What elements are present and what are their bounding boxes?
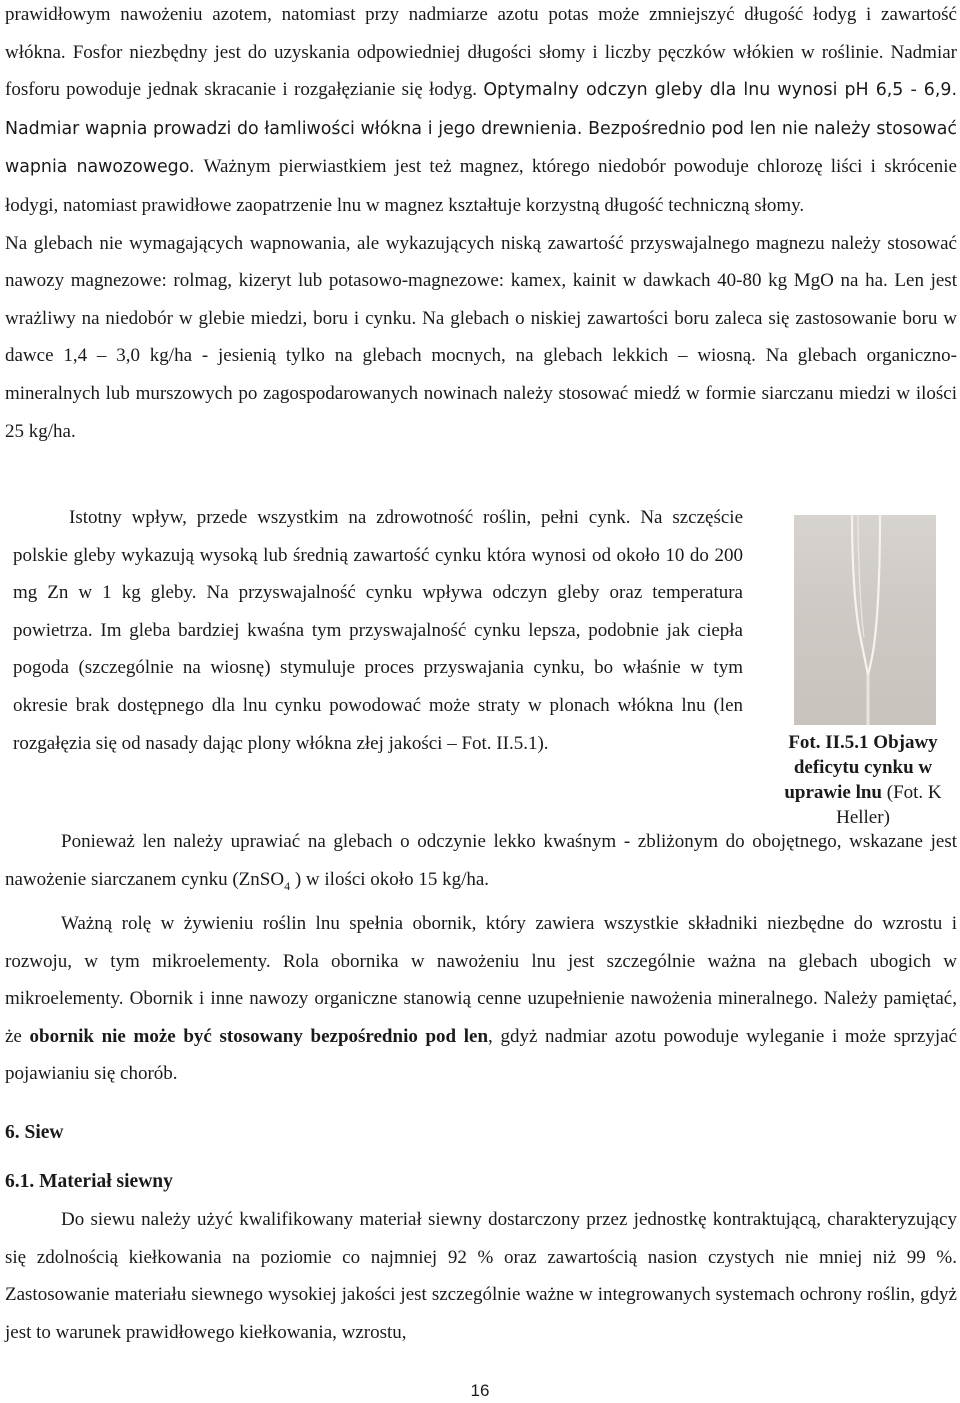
- manure-warning: obornik nie może być stosowany bezpośrednio pod len: [29, 1025, 489, 1047]
- paragraph-nutrients-lead: prawidłowym nawożeniu azotem, natomiast przy nadmiarze azotu potas może zmniejszyć długość łodyg i zawartość włókna. Fosfor niezbędny jest do uzyskania odpowiedniej długości słomy i liczby pęczków włókien w roślinie. Nadmiar fosforu powoduje jednak skracanie i rozgałęzianie się łodyg.: [5, 4, 957, 101]
- subsection-heading-material: 6.1. Materiał siewny: [5, 1171, 173, 1192]
- paragraph-nutrients: [5, 0, 957, 225]
- zinc-section: [13, 499, 743, 762]
- caption-title: Fot. II.5.1 Objawy deficytu cynku w uprawie lnu: [784, 732, 938, 803]
- page-number: 16: [470, 1381, 490, 1400]
- paragraph-nutrients-magnesium: Ważnym pierwiastkiem jest też magnez, którego niedobór powoduje chlorozę liści i skrócenie łodygi, natomiast prawidłowe zaopatrzenie lnu w magnez kształtuje korzystną długość techniczną słomy.: [5, 156, 957, 216]
- paragraph-nutrients-ph: Optymalny odczyn gleby dla lnu wynosi pH 6,5 - 6,9. Nadmiar wapnia prowadzi do łamliwości włókna i jego drewnienia. Bezpośrednio pod len nie należy stosować wapnia nawozowego.: [5, 80, 957, 178]
- paragraph-micronutrients: Na glebach nie wymagających wapnowania, ale wykazujących niską zawartość przyswajalnego magnezu należy stosować nawozy magnezowe: rolmag, kizeryt lub potasowo-magnezowe: kamex, kainit w dawkach 40-80 kg MgO na ha. Len jest wrażliwy na niedobór w glebie miedzi, boru i cynku. Na glebach o niskiej zawartości boru zaleca się zastosowanie boru w dawce 1,4 – 3,0 kg/ha - jesienią tylko na glebach mocnych, na glebach lekkich – wiosną. Na glebach organiczno-mineralnych lub murszowych po zagospodarowanych nowinach należy stosować miedź w formie siarczanu miedzi w ilości 25 kg/ha.: [5, 232, 957, 442]
- zinc-sulfate-subscript: 4: [284, 878, 291, 893]
- body-text-top: [5, 0, 957, 450]
- paragraph-zinc: Istotny wpływ, przede wszystkim na zdrowotność roślin, pełni cynk. Na szczęście polskie gleby wykazują wysoką lub średnią zawartość cynku która wynosi od około 10 do 200 mg Zn w 1 kg gleby. Na przyswajalność cynku wpływa odczyn gleby oraz temperatura powietrza. Im gleba bardziej kwaśna tym przyswajalność cynku lepsza, podobnie jak ciepła pogoda (szczególnie na wiosnę) stymuluje proces przyswajania cynku, bo właśnie w tym okresie brak dostępnego dla lnu cynku powodować może straty w plonach włókna lnu (len rozgałęzia się od nasady dając plony włókna złej jakości – Fot. II.5.1).: [13, 507, 743, 754]
- flax-stem-image: [794, 515, 936, 725]
- body-text-middle: [5, 823, 957, 1093]
- manure-tail: , gdyż nadmiar azotu powoduje wyleganie i może sprzyjać pojawianiu się chorób.: [5, 1025, 957, 1085]
- manure-lead: Ważną rolę w żywieniu roślin lnu spełnia obornik, który zawiera wszystkie składniki niezbędne do wzrostu i rozwoju, w tym mikroelementy. Rola obornika w nawożeniu lnu jest szczególnie ważna na glebach ubogich w mikroelementy. Obornik i inne nawozy organiczne stanowią cenne uzupełnienie nawożenia mineralnego. Należy pamiętać, że: [5, 912, 957, 1047]
- zinc-sulfate-lead: Ponieważ len należy uprawiać na glebach o odczynie lekko kwaśnym - zbliżonym do obojętnego, wskazane jest nawożenie siarczanem cynku (ZnSO: [5, 831, 957, 890]
- photo-caption: [765, 730, 960, 830]
- paragraph-seed-material: Do siewu należy użyć kwalifikowany materiał siewny dostarczony przez jednostkę kontraktującą, charakteryzujący się zdolnością kiełkowania na poziomie co najmniej 92 % oraz zawartością nasion czystych nie mniej niż 99 %. Zastosowanie materiału siewnego wysokiej jakości jest szczególnie ważne w integrowanych systemach ochrony roślin, gdyż jest to warunek prawidłowego kiełkowania, wzrostu,: [5, 1209, 957, 1343]
- flax-stem-photo: [794, 515, 936, 725]
- section-heading-siew: 6. Siew: [5, 1122, 64, 1143]
- paragraph-manure: [5, 905, 957, 1093]
- paragraph-zinc-sulfate: [5, 823, 957, 905]
- caption-credit: (Fot. K Heller): [836, 782, 942, 828]
- body-text-bottom: [5, 1201, 957, 1351]
- zinc-sulfate-tail: ) w ilości około 15 kg/ha.: [290, 868, 490, 890]
